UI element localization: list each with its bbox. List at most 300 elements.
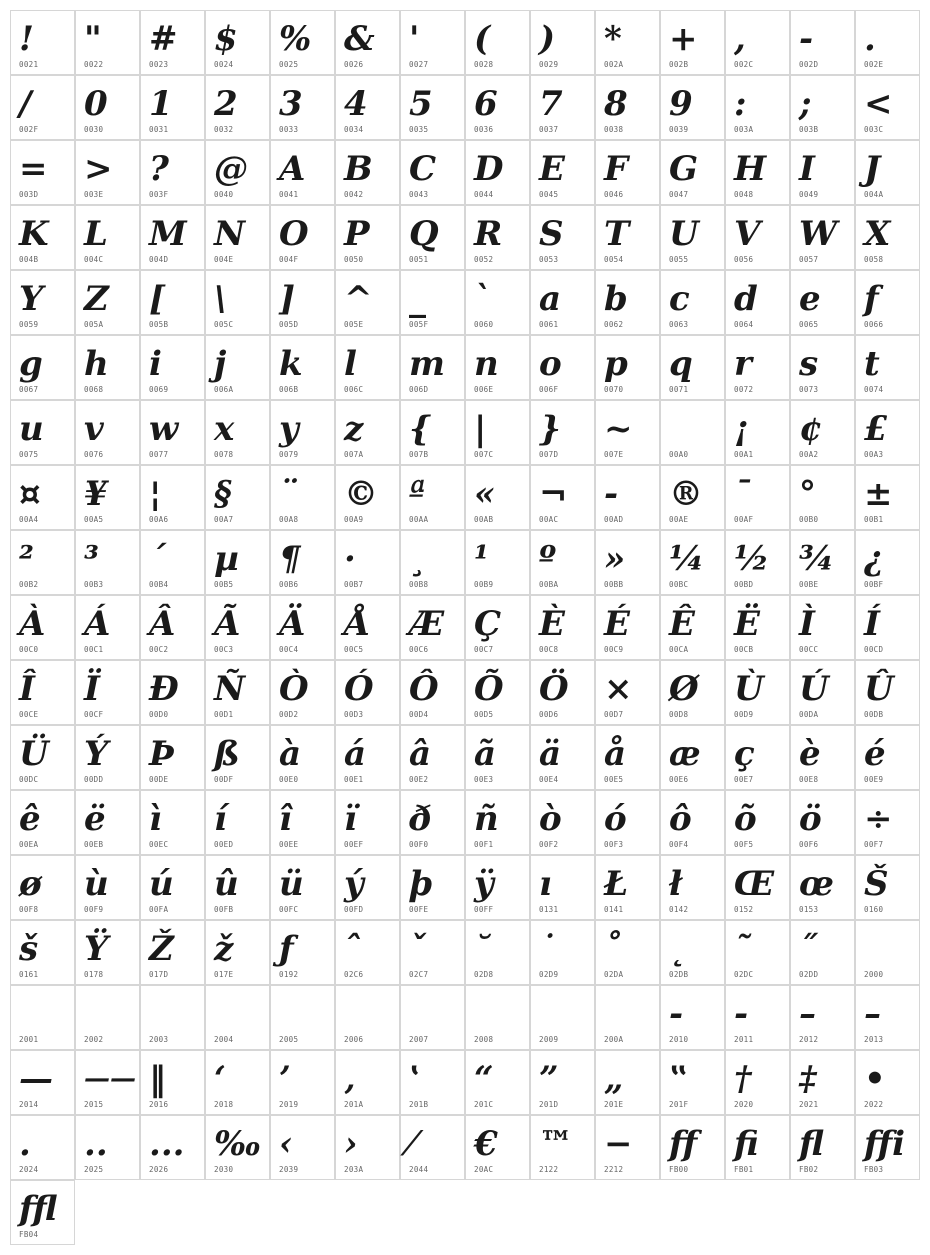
glyph-codepoint-label: 200A <box>604 1035 624 1044</box>
glyph-cell <box>790 75 855 140</box>
glyph-cell <box>10 140 75 205</box>
glyph-codepoint-label: 00CB <box>734 645 754 654</box>
glyph-sample: Ú <box>799 669 829 709</box>
glyph-cell <box>530 10 595 75</box>
glyph-sample: Ø <box>669 669 699 709</box>
glyph-sample: Á <box>84 604 111 644</box>
glyph-sample: - <box>604 474 619 514</box>
glyph-codepoint-label: 2026 <box>149 1165 169 1174</box>
glyph-codepoint-label: 2011 <box>734 1035 754 1044</box>
glyph-cell <box>790 10 855 75</box>
glyph-cell <box>660 985 725 1050</box>
glyph-codepoint-label: 00FA <box>149 905 169 914</box>
glyph-cell <box>465 855 530 920</box>
glyph-cell <box>10 205 75 270</box>
glyph-cell <box>75 1115 140 1180</box>
glyph-cell <box>790 855 855 920</box>
glyph-cell <box>10 595 75 660</box>
glyph-sample: o <box>539 344 562 384</box>
glyph-sample: - <box>669 994 684 1034</box>
glyph-cell <box>75 205 140 270</box>
glyph-codepoint-label: 20AC <box>474 1165 494 1174</box>
glyph-cell <box>660 530 725 595</box>
glyph-cell <box>270 660 335 725</box>
glyph-sample: b <box>604 279 628 319</box>
glyph-codepoint-label: 0068 <box>84 385 104 394</box>
glyph-sample: ¬ <box>539 474 568 514</box>
glyph-cell <box>530 400 595 465</box>
glyph-cell <box>75 1050 140 1115</box>
glyph-sample: ¸ <box>409 539 426 579</box>
glyph-cell <box>10 660 75 725</box>
glyph-codepoint-label: 2006 <box>344 1035 364 1044</box>
glyph-sample: ò <box>539 799 562 839</box>
glyph-cell <box>725 140 790 205</box>
glyph-codepoint-label: 2004 <box>214 1035 234 1044</box>
glyph-codepoint-label: 0024 <box>214 60 234 69</box>
glyph-cell <box>140 10 205 75</box>
glyph-cell <box>400 530 465 595</box>
glyph-sample: ” <box>539 1059 559 1099</box>
glyph-cell <box>855 335 920 400</box>
glyph-sample: ⁄ <box>409 1124 415 1164</box>
glyph-cell <box>530 985 595 1050</box>
glyph-sample: 2 <box>214 84 238 124</box>
glyph-codepoint-label: 00C5 <box>344 645 364 654</box>
glyph-codepoint-label: 00E3 <box>474 775 494 784</box>
glyph-cell <box>790 725 855 790</box>
glyph-sample: ¨ <box>279 474 296 514</box>
glyph-sample: á <box>344 734 367 774</box>
glyph-cell <box>140 985 205 1050</box>
glyph-cell <box>75 530 140 595</box>
glyph-sample: ë <box>84 799 106 839</box>
glyph-cell <box>465 985 530 1050</box>
glyph-sample: A <box>279 149 306 189</box>
glyph-cell <box>725 920 790 985</box>
glyph-codepoint-label: 007D <box>539 450 559 459</box>
glyph-cell <box>270 465 335 530</box>
glyph-codepoint-label: 02DA <box>604 970 624 979</box>
glyph-cell <box>595 75 660 140</box>
glyph-cell <box>660 10 725 75</box>
glyph-codepoint-label: 00F1 <box>474 840 494 849</box>
glyph-cell <box>530 205 595 270</box>
glyph-sample: - <box>734 994 749 1034</box>
glyph-cell <box>465 140 530 205</box>
glyph-codepoint-label: 0178 <box>84 970 104 979</box>
glyph-codepoint-label: FB01 <box>734 1165 754 1174</box>
glyph-cell <box>205 660 270 725</box>
glyph-sample: | <box>474 409 487 449</box>
glyph-sample: Ì <box>799 604 815 644</box>
glyph-cell <box>595 790 660 855</box>
glyph-sample: . <box>864 19 876 59</box>
glyph-codepoint-label: 002F <box>19 125 39 134</box>
glyph-codepoint-label: 00D5 <box>474 710 494 719</box>
glyph-sample: £ <box>864 409 888 449</box>
glyph-codepoint-label: 00D1 <box>214 710 234 719</box>
glyph-cell <box>595 855 660 920</box>
glyph-cell <box>400 270 465 335</box>
glyph-codepoint-label: 201E <box>604 1100 624 1109</box>
glyph-cell <box>270 725 335 790</box>
glyph-cell <box>75 985 140 1050</box>
glyph-cell <box>335 205 400 270</box>
glyph-sample: 8 <box>604 84 628 124</box>
glyph-codepoint-label: 2002 <box>84 1035 104 1044</box>
glyph-sample: Q <box>409 214 439 254</box>
glyph-sample: P <box>344 214 370 254</box>
glyph-cell <box>465 335 530 400</box>
glyph-sample: x <box>214 409 235 449</box>
glyph-cell <box>75 400 140 465</box>
glyph-cell <box>75 335 140 400</box>
glyph-codepoint-label: 0032 <box>214 125 234 134</box>
glyph-codepoint-label: 2010 <box>669 1035 689 1044</box>
glyph-sample: ç <box>734 734 755 774</box>
glyph-cell <box>595 1115 660 1180</box>
glyph-cell <box>530 530 595 595</box>
glyph-sample: \ <box>214 279 227 319</box>
glyph-cell <box>790 595 855 660</box>
glyph-codepoint-label: 00EE <box>279 840 299 849</box>
glyph-sample: ‛ <box>409 1059 421 1099</box>
glyph-sample: / <box>19 84 32 124</box>
glyph-codepoint-label: 0060 <box>474 320 494 329</box>
glyph-codepoint-label: 0049 <box>799 190 819 199</box>
glyph-cell <box>465 1115 530 1180</box>
glyph-sample: ‖ <box>149 1059 166 1099</box>
glyph-sample: @ <box>214 149 248 189</box>
glyph-sample: ‰ <box>214 1124 262 1164</box>
glyph-codepoint-label: 00CA <box>669 645 689 654</box>
glyph-sample: e <box>799 279 821 319</box>
glyph-codepoint-label: 00B7 <box>344 580 364 589</box>
glyph-codepoint-label: 201B <box>409 1100 429 1109</box>
glyph-codepoint-label: FB04 <box>19 1230 39 1239</box>
glyph-codepoint-label: 2039 <box>279 1165 299 1174</box>
glyph-codepoint-label: 2007 <box>409 1035 429 1044</box>
glyph-sample: ¡ <box>734 409 749 449</box>
glyph-codepoint-label: 00B1 <box>864 515 884 524</box>
glyph-codepoint-label: 0142 <box>669 905 689 914</box>
glyph-sample: l <box>344 344 357 384</box>
glyph-sample: ÿ <box>474 864 494 904</box>
glyph-cell <box>855 205 920 270</box>
glyph-sample: Þ <box>149 734 175 774</box>
glyph-cell <box>855 270 920 335</box>
glyph-cell <box>10 75 75 140</box>
glyph-codepoint-label: 2044 <box>409 1165 429 1174</box>
glyph-sample: 0 <box>84 84 108 124</box>
glyph-sample: œ <box>799 864 834 904</box>
glyph-sample: ˙ <box>539 929 556 969</box>
glyph-sample: Æ <box>409 604 445 644</box>
glyph-cell <box>270 140 335 205</box>
glyph-codepoint-label: 0160 <box>864 905 884 914</box>
glyph-codepoint-label: 00DF <box>214 775 234 784</box>
glyph-codepoint-label: 0063 <box>669 320 689 329</box>
glyph-sample: ² <box>19 539 34 579</box>
glyph-cell <box>140 855 205 920</box>
glyph-codepoint-label: 2212 <box>604 1165 624 1174</box>
glyph-codepoint-label: 02DD <box>799 970 819 979</box>
glyph-sample: t <box>864 344 880 384</box>
glyph-cell <box>855 855 920 920</box>
glyph-sample: × <box>604 669 633 709</box>
glyph-sample: Â <box>149 604 176 644</box>
glyph-cell <box>10 530 75 595</box>
glyph-cell <box>10 465 75 530</box>
glyph-cell <box>10 725 75 790</box>
glyph-sample: ˝ <box>799 929 816 969</box>
glyph-cell <box>270 530 335 595</box>
glyph-cell <box>270 920 335 985</box>
glyph-codepoint-label: 00BA <box>539 580 559 589</box>
glyph-codepoint-label: 2014 <box>19 1100 39 1109</box>
glyph-cell <box>465 205 530 270</box>
glyph-codepoint-label: 0044 <box>474 190 494 199</box>
glyph-cell <box>335 1115 400 1180</box>
glyph-sample: fi <box>734 1124 759 1164</box>
glyph-cell <box>270 1050 335 1115</box>
glyph-cell <box>465 920 530 985</box>
glyph-codepoint-label: 00DE <box>149 775 169 784</box>
glyph-codepoint-label: 003D <box>19 190 39 199</box>
glyph-codepoint-label: 201C <box>474 1100 494 1109</box>
glyph-codepoint-label: 0038 <box>604 125 624 134</box>
glyph-cell <box>75 10 140 75</box>
glyph-codepoint-label: 0131 <box>539 905 559 914</box>
glyph-sample: ³ <box>84 539 99 579</box>
glyph-codepoint-label: 00AB <box>474 515 494 524</box>
glyph-codepoint-label: 201A <box>344 1100 364 1109</box>
glyph-codepoint-label: 00CD <box>864 645 884 654</box>
glyph-sample: ƒ <box>279 929 294 969</box>
glyph-cell <box>335 530 400 595</box>
glyph-codepoint-label: 0041 <box>279 190 299 199</box>
glyph-cell <box>465 10 530 75</box>
glyph-cell <box>205 790 270 855</box>
glyph-codepoint-label: 002D <box>799 60 819 69</box>
glyph-cell <box>790 335 855 400</box>
glyph-codepoint-label: 00E4 <box>539 775 559 784</box>
glyph-cell <box>595 985 660 1050</box>
glyph-codepoint-label: 00BC <box>669 580 689 589</box>
glyph-codepoint-label: 0050 <box>344 255 364 264</box>
glyph-cell <box>270 400 335 465</box>
glyph-sample: Ê <box>669 604 695 644</box>
glyph-cell <box>10 400 75 465</box>
glyph-cell <box>205 335 270 400</box>
glyph-codepoint-label: 0031 <box>149 125 169 134</box>
glyph-codepoint-label: 02DB <box>669 970 689 979</box>
glyph-codepoint-label: 00B3 <box>84 580 104 589</box>
glyph-cell <box>530 270 595 335</box>
glyph-cell <box>530 790 595 855</box>
glyph-sample: ö <box>799 799 822 839</box>
glyph-cell <box>530 335 595 400</box>
glyph-codepoint-label: 0153 <box>799 905 819 914</box>
glyph-cell <box>400 335 465 400</box>
glyph-cell <box>855 790 920 855</box>
glyph-codepoint-label: 00AA <box>409 515 429 524</box>
glyph-cell <box>270 1115 335 1180</box>
glyph-cell <box>530 855 595 920</box>
glyph-codepoint-label: 201D <box>539 1100 559 1109</box>
glyph-codepoint-label: 005A <box>84 320 104 329</box>
glyph-codepoint-label: 004B <box>19 255 39 264</box>
glyph-cell <box>335 270 400 335</box>
glyph-sample: ñ <box>474 799 499 839</box>
glyph-sample: è <box>799 734 821 774</box>
glyph-sample: { <box>409 409 431 449</box>
glyph-cell <box>465 595 530 660</box>
glyph-sample: ì <box>149 799 162 839</box>
glyph-sample: õ <box>734 799 757 839</box>
glyph-cell <box>75 465 140 530</box>
glyph-sample: Y <box>19 279 44 319</box>
glyph-sample: â <box>409 734 432 774</box>
glyph-sample: > <box>84 149 113 189</box>
glyph-cell <box>855 400 920 465</box>
glyph-codepoint-label: 00CF <box>84 710 104 719</box>
glyph-cell <box>530 465 595 530</box>
glyph-codepoint-label: 0026 <box>344 60 364 69</box>
glyph-sample: v <box>84 409 104 449</box>
glyph-sample: h <box>84 344 109 384</box>
glyph-sample: ‟ <box>669 1059 689 1099</box>
glyph-sample: ÷ <box>864 799 893 839</box>
glyph-sample: › <box>344 1124 358 1164</box>
glyph-sample: a <box>539 279 562 319</box>
glyph-cell <box>140 530 205 595</box>
glyph-codepoint-label: 00E7 <box>734 775 754 784</box>
glyph-codepoint-label: 2005 <box>279 1035 299 1044</box>
glyph-cell <box>790 270 855 335</box>
glyph-sample: ¤ <box>19 474 41 514</box>
glyph-codepoint-label: 2018 <box>214 1100 234 1109</box>
glyph-cell <box>10 270 75 335</box>
glyph-sample: ü <box>279 864 304 904</box>
glyph-codepoint-label: 0058 <box>864 255 884 264</box>
glyph-codepoint-label: 0141 <box>604 905 624 914</box>
glyph-sample: U <box>669 214 699 254</box>
glyph-codepoint-label: 0066 <box>864 320 884 329</box>
glyph-cell <box>595 205 660 270</box>
glyph-codepoint-label: 0054 <box>604 255 624 264</box>
glyph-codepoint-label: 0025 <box>279 60 299 69</box>
glyph-cell <box>725 205 790 270</box>
glyph-codepoint-label: 00AE <box>669 515 689 524</box>
glyph-cell <box>725 855 790 920</box>
glyph-sample: ‘ <box>214 1059 226 1099</box>
glyph-codepoint-label: 00F0 <box>409 840 429 849</box>
glyph-sample: Ó <box>344 669 374 709</box>
glyph-cell <box>790 465 855 530</box>
glyph-cell <box>465 790 530 855</box>
glyph-sample: ` <box>474 279 491 319</box>
glyph-codepoint-label: 0059 <box>19 320 39 329</box>
glyph-sample: n <box>474 344 499 384</box>
glyph-cell <box>855 140 920 205</box>
glyph-codepoint-label: 0039 <box>669 125 689 134</box>
glyph-sample: Ù <box>734 669 764 709</box>
glyph-cell <box>400 10 465 75</box>
glyph-cell <box>595 270 660 335</box>
glyph-cell <box>10 335 75 400</box>
glyph-sample: µ <box>214 539 239 579</box>
glyph-cell <box>335 790 400 855</box>
glyph-codepoint-label: 02DC <box>734 970 754 979</box>
glyph-codepoint-label: 00DD <box>84 775 104 784</box>
glyph-cell <box>595 530 660 595</box>
glyph-cell <box>205 205 270 270</box>
glyph-cell <box>790 205 855 270</box>
glyph-cell <box>10 1180 75 1245</box>
glyph-codepoint-label: 0076 <box>84 450 104 459</box>
glyph-cell <box>205 920 270 985</box>
glyph-sample: .. <box>84 1124 108 1164</box>
glyph-codepoint-label: 003E <box>84 190 104 199</box>
glyph-sample: Œ <box>734 864 775 904</box>
glyph-codepoint-label: 00ED <box>214 840 234 849</box>
glyph-codepoint-label: 00B0 <box>799 515 819 524</box>
glyph-cell <box>335 855 400 920</box>
glyph-sample: ¹ <box>474 539 489 579</box>
glyph-sample: H <box>734 149 767 189</box>
glyph-cell <box>530 140 595 205</box>
glyph-cell <box>335 400 400 465</box>
glyph-cell <box>400 725 465 790</box>
glyph-sample: q <box>669 344 693 384</box>
glyph-sample: ) <box>539 19 556 59</box>
glyph-sample: Ÿ <box>84 929 109 969</box>
glyph-codepoint-label: 003F <box>149 190 169 199</box>
glyph-codepoint-label: 007B <box>409 450 429 459</box>
glyph-codepoint-label: 00B9 <box>474 580 494 589</box>
glyph-sample: ° <box>799 474 816 514</box>
glyph-sample: —— <box>84 1064 136 1094</box>
glyph-codepoint-label: 00EF <box>344 840 364 849</box>
glyph-sample: − <box>604 1124 633 1164</box>
glyph-cell <box>855 530 920 595</box>
glyph-cell <box>530 920 595 985</box>
glyph-codepoint-label: 00C2 <box>149 645 169 654</box>
glyph-codepoint-label: 004C <box>84 255 104 264</box>
glyph-sample: ˇ <box>409 929 426 969</box>
glyph-cell <box>270 205 335 270</box>
glyph-sample: – <box>799 994 816 1034</box>
glyph-cell <box>270 10 335 75</box>
glyph-sample: à <box>279 734 302 774</box>
glyph-sample: ê <box>19 799 41 839</box>
glyph-sample: ‹ <box>279 1124 293 1164</box>
glyph-sample: 6 <box>474 84 498 124</box>
glyph-cell <box>205 10 270 75</box>
glyph-codepoint-label: 00B6 <box>279 580 299 589</box>
glyph-sample: z <box>344 409 364 449</box>
glyph-sample: f <box>864 279 879 319</box>
glyph-codepoint-label: 0053 <box>539 255 559 264</box>
glyph-codepoint-label: 004E <box>214 255 234 264</box>
glyph-sample: ~ <box>604 409 633 449</box>
glyph-codepoint-label: 0079 <box>279 450 299 459</box>
glyph-sample: ! <box>19 19 34 59</box>
glyph-codepoint-label: 2019 <box>279 1100 299 1109</box>
glyph-sample: Ä <box>279 604 306 644</box>
